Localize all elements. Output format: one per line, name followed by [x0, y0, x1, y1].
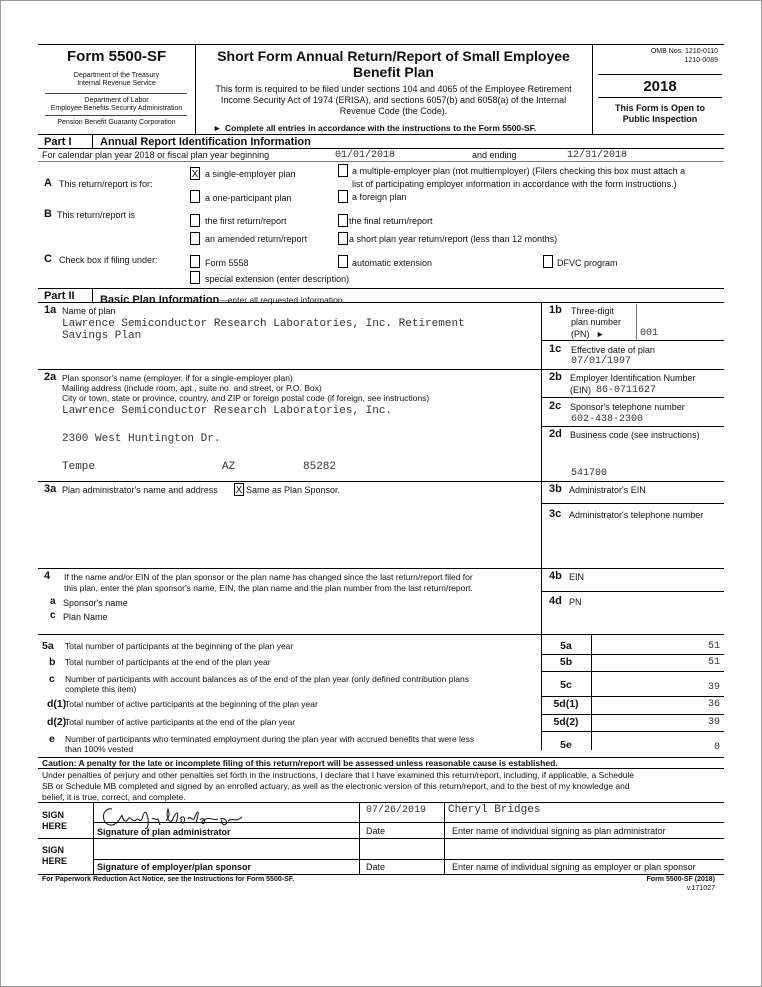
plan-name-value-2: Savings Plan — [62, 330, 142, 342]
admin-signature-label: Signature of plan administrator — [97, 827, 231, 837]
multiple-employer-checkbox[interactable] — [338, 164, 348, 177]
perjury-text-1: Under penalties of perjury and other penalties set forth in the instructions, I declare that I have examined this return/report, including, if applicable, a Schedule — [42, 770, 635, 780]
part2-title: Basic Plan Information—enter all requested information — [100, 294, 343, 306]
multiple-employer-label-2: list of participating employer information in accordance with the form instructions.) — [352, 179, 677, 189]
signature-date: 07/26/2019 — [366, 805, 427, 816]
form-title-line2: Benefit Plan — [353, 64, 434, 80]
pn-label-1: Three-digit — [571, 306, 615, 316]
form-desc-3: Revenue Code (the Code). — [339, 106, 448, 116]
form-5558-label: Form 5558 — [205, 258, 249, 268]
participant-count: 51 — [707, 641, 720, 652]
omb-number-2: 1210-0089 — [684, 57, 718, 64]
sponsor-address-value: 2300 West Huntington Dr. — [62, 433, 221, 445]
irs: Internal Revenue Service — [77, 80, 156, 87]
sponsor-label-2: Mailing address (include room, apt., suite no. and street, or P.O. Box) — [62, 383, 322, 393]
form-version: v.171027 — [686, 885, 715, 892]
participant-code: 5a — [560, 640, 572, 652]
participant-row-rule — [541, 654, 724, 655]
prior-ein-label: EIN — [569, 572, 585, 582]
plan-year-label: For calendar plan year 2018 or fiscal plan year beginning — [42, 150, 270, 160]
participant-code: 5d(2) — [553, 716, 579, 728]
admin-phone-label: Administrator's telephone number — [569, 510, 704, 520]
participant-mark: d(1) — [47, 698, 67, 710]
form-footer: Form 5500-SF (2018) — [646, 876, 715, 883]
form-desc-1: This form is required to be filed under sections 104 and 4065 of the Employee Retirement — [215, 84, 572, 94]
paperwork-notice: For Paperwork Reduction Act Notice, see the Instructions for Form 5500-SF. — [42, 876, 295, 883]
participant-code: 5b — [559, 656, 573, 668]
automatic-extension-checkbox[interactable] — [338, 255, 348, 268]
special-extension-label: special extension (enter description) — [205, 274, 350, 284]
open-inspection-2: Public Inspection — [622, 114, 698, 124]
participant-count: 39 — [707, 682, 720, 693]
short-plan-year-label: a short plan year return/report (less than 12 months) — [349, 234, 558, 244]
sponsor-name-value: Lawrence Semiconductor Research Laboratories, Inc. — [62, 405, 393, 417]
participant-mark: b — [49, 656, 56, 668]
sign-here-1b: HERE — [42, 821, 68, 831]
sign-here-2: SIGN — [42, 845, 65, 855]
ein-label-2: (EIN) — [570, 385, 591, 395]
pn-label-3: (PN) — [571, 329, 590, 339]
foreign-plan-label: a foreign plan — [352, 192, 407, 202]
short-plan-year-checkbox[interactable] — [338, 232, 348, 245]
sponsor-label-1: Plan sponsor's name (employer, if for a single-employer plan) — [62, 373, 293, 383]
participant-count: 36 — [707, 699, 720, 710]
perjury-text-3: belief, it is true, correct, and complete. — [42, 792, 186, 802]
phone-value: 602-438-2300 — [571, 414, 644, 425]
date-label-2: Date — [366, 862, 386, 872]
final-return-label: the final return/report — [349, 216, 433, 226]
same-as-sponsor-checkbox[interactable]: X — [235, 485, 243, 496]
automatic-extension-label: automatic extension — [352, 258, 433, 268]
participant-label: Number of participants who terminated employment during the plan year with accrued benefits that were less — [65, 734, 475, 744]
participant-mark: d(2) — [47, 716, 67, 728]
and-ending-label: and ending — [472, 150, 517, 160]
form-id: Form 5500-SF — [67, 48, 167, 65]
final-return-checkbox[interactable] — [338, 214, 348, 227]
part1-title: Annual Report Identification Information — [100, 136, 311, 148]
plan-year-begin: 01/01/2018 — [335, 150, 396, 161]
participant-count: 51 — [707, 657, 720, 668]
participant-label-2: complete this item) — [65, 684, 137, 694]
plan-year-end: 12/31/2018 — [567, 150, 628, 161]
foreign-plan-checkbox[interactable] — [338, 190, 348, 203]
administrator-label: Plan administrator's name and address — [62, 485, 218, 495]
dfvc-label: DFVC program — [557, 258, 618, 268]
amended-return-checkbox[interactable] — [190, 232, 200, 245]
special-extension-checkbox[interactable] — [190, 271, 200, 284]
pbgc: Pension Benefit Guaranty Corporation — [57, 119, 176, 126]
sign-here-1: SIGN — [42, 810, 65, 820]
form-title-line1: Short Form Annual Return/Report of Small Employee — [217, 48, 570, 64]
participant-label: Total number of active participants at the beginning of the plan year — [65, 699, 318, 709]
participant-code: 5e — [560, 739, 572, 751]
open-inspection-1: This Form is Open to — [614, 103, 705, 113]
participant-count: 39 — [707, 717, 720, 728]
first-return-checkbox[interactable] — [190, 214, 200, 227]
participant-row-rule — [541, 731, 724, 732]
admin-name-label: Enter name of individual signing as plan administrator — [452, 826, 666, 836]
sign-here-2b: HERE — [42, 856, 68, 866]
phone-label: Sponsor's telephone number — [570, 402, 685, 412]
participant-mark: e — [49, 733, 55, 745]
participant-label: Total number of active participants at the end of the plan year — [65, 717, 296, 727]
single-employer-checkbox[interactable]: X — [191, 169, 199, 180]
dept-treasury: Department of the Treasury — [73, 72, 160, 79]
caution-text: Caution: A penalty for the late or incomplete filing of this return/report will be assessed unless reasonable cause is established. — [42, 758, 558, 768]
line-c-label: Check box if filing under: — [59, 255, 158, 265]
line4-text-1: If the name and/or EIN of the plan sponsor or the plan name has changed since the last return/report filed for — [64, 572, 473, 582]
ein-label: Employer Identification Number — [570, 373, 696, 383]
part1-label: Part I — [44, 136, 72, 148]
sponsor-label-3: City or town, state or province, country, and ZIP or foreign postal code (if foreign, see instructions) — [62, 393, 430, 403]
participant-row-rule — [541, 696, 724, 697]
first-return-label: the first return/report — [205, 216, 287, 226]
participant-label-2: than 100% vested — [65, 744, 134, 754]
line-a-label: This return/report is for: — [59, 179, 153, 189]
omb-number: OMB Nos. 1210-0110 — [650, 48, 718, 55]
form-year: 2018 — [643, 78, 677, 95]
form-5558-checkbox[interactable] — [190, 255, 200, 268]
one-participant-checkbox[interactable] — [190, 190, 200, 203]
dfvc-checkbox[interactable] — [543, 255, 553, 268]
multiple-employer-label: a multiple-employer plan (not multiemployer) (Filers checking this box must attach a — [352, 166, 686, 176]
plan-number-value: 001 — [640, 328, 659, 339]
participant-mark: c — [49, 673, 55, 685]
dept-labor: Department of Labor — [84, 97, 149, 104]
business-code-value: 541700 — [571, 468, 608, 479]
plan-name-label: Name of plan — [62, 306, 116, 316]
perjury-text-2: SB or Schedule MB completed and signed by an enrolled actuary, as well as the electronic version of this return/report, and to the best of my knowledge and — [42, 781, 630, 791]
participant-label: Total number of participants at the beginning of the plan year — [65, 641, 294, 651]
participant-mark: 5a — [42, 640, 54, 652]
prior-pn-label: PN — [569, 597, 582, 607]
employer-signature-label: Signature of employer/plan sponsor — [97, 862, 252, 872]
prior-plan-name-label: Plan Name — [63, 612, 108, 622]
ein-value: 86-0711627 — [596, 385, 657, 396]
employer-name-label: Enter name of individual signing as employer or plan sponsor — [452, 862, 696, 872]
prior-sponsor-label: Sponsor's name — [63, 598, 128, 608]
participant-label: Number of participants with account balances as of the end of the plan year (only defined contribution plans — [65, 674, 469, 684]
participant-code: 5d(1) — [553, 698, 579, 710]
single-employer-label: a single-employer plan — [205, 169, 296, 179]
amended-return-label: an amended return/report — [205, 234, 308, 244]
line4-text-2: this plan, enter the plan sponsor's name, EIN, the plan name and the plan number from the last return/report. — [64, 583, 473, 593]
form-desc-2: Income Security Act of 1974 (ERISA), and sections 6057(b) and 6058(a) of the Internal — [220, 95, 567, 105]
participant-count: 0 — [713, 742, 720, 753]
admin-ein-label: Administrator's EIN — [569, 485, 646, 495]
line-b-label: This return/report is — [57, 210, 136, 220]
pn-arrow-icon: ► — [596, 329, 605, 339]
sponsor-city-value: Tempe — [62, 461, 96, 473]
participant-row-rule — [541, 671, 724, 672]
participant-code: 5c — [560, 679, 572, 691]
effective-date-value: 07/01/1997 — [571, 356, 632, 367]
effective-date-label: Effective date of plan — [571, 345, 655, 355]
sponsor-state-value: AZ — [222, 461, 236, 473]
one-participant-label: a one-participant plan — [205, 193, 292, 203]
participant-row-rule — [541, 714, 724, 715]
same-as-sponsor-label: Same as Plan Sponsor. — [246, 485, 341, 495]
date-label-1: Date — [366, 826, 386, 836]
ebsa: Employee Benefits Security Administration — [50, 105, 183, 112]
plan-name-value: Lawrence Semiconductor Research Laboratories, Inc. Retirement — [62, 318, 465, 330]
instruction-arrow-icon: ► — [213, 123, 222, 133]
participant-label: Total number of participants at the end of the plan year — [65, 657, 271, 667]
top-rule — [38, 44, 724, 45]
signer-name-value: Cheryl Bridges — [448, 804, 541, 816]
pn-label-2: plan number — [571, 317, 622, 327]
instruction-text: Complete all entries in accordance with the instructions to the Form 5500-SF. — [225, 123, 537, 133]
part2-label: Part II — [44, 290, 75, 302]
business-code-label: Business code (see instructions) — [570, 430, 700, 440]
sponsor-zip-value: 85282 — [303, 461, 337, 473]
